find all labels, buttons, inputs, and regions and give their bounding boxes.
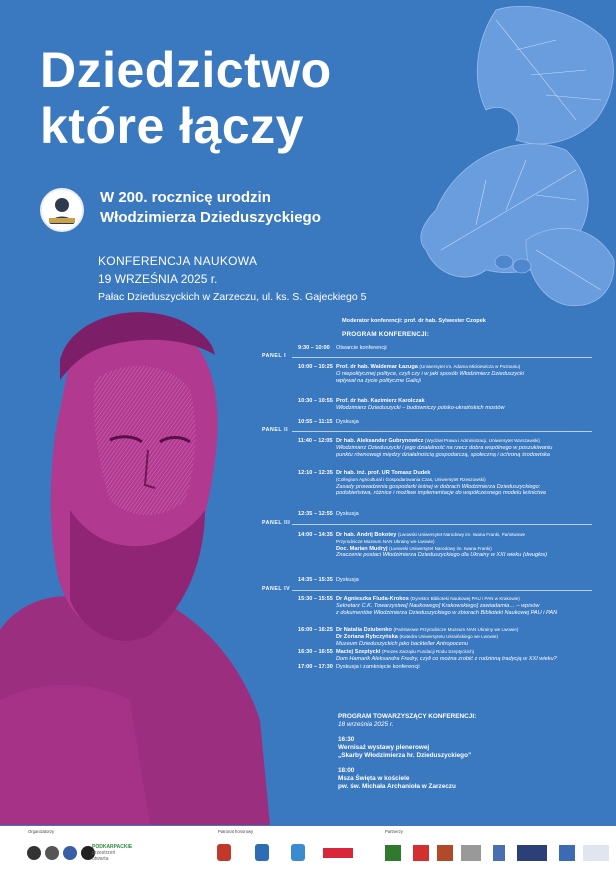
event-1-time: 16:30: [338, 736, 355, 743]
slot-line-text: Dr Agnieszka Fluda-Krokos: [336, 596, 409, 602]
slot-time: 16:00 – 16:25: [298, 627, 333, 633]
slot-line-text: podobieństwa, różnice i możliwe implementacje do współczesnego modelu leśnictwa: [336, 490, 546, 497]
slot-line-text: Muzeum Dzieduszyckich jako backteller Antropocenu: [336, 640, 468, 647]
anniversary-logo: [40, 188, 84, 232]
slot-body: [336, 364, 606, 384]
panel-label-1: PANEL I: [262, 353, 287, 359]
podkarpackie-logo: [92, 844, 132, 866]
slot-line: [336, 371, 606, 378]
slot-body: [336, 596, 606, 616]
slot-line-text: Dyskusja i zamknięcie konferencji: [336, 664, 420, 670]
slot-line-affiliation: (Państwowe Przyrodnicze Muzeum NAN Ukrainy we Lwowie): [393, 627, 519, 632]
slot-line: [336, 490, 606, 497]
slot-line: [336, 511, 606, 518]
moderator: Moderator konferencji: prof. dr hab. Sylwester Czopek: [342, 318, 486, 324]
slot-line-text: Włodzimierz Dzieduszycki i jego działalność na rzecz dobra wspólnego w poszukiwaniu: [336, 444, 553, 451]
podkarpackie-sub: przestrzeń otwarta: [92, 850, 116, 862]
slot-body: [336, 532, 606, 559]
slot-line-affiliation: (Dyrektor Biblioteki Naukowej PAU i PAN w Krakowie): [410, 596, 520, 601]
slot-line: [336, 405, 606, 412]
partners-label: Partnerzy: [385, 829, 403, 834]
slot-line-text: Dom Hamarik Aleksandra Fredry, czyli co można zrobić z rodzinną tradycją w XXI wieku?: [336, 655, 557, 662]
slot-line: [336, 452, 606, 459]
slot-line-text: Maciej Szeptycki: [336, 649, 381, 655]
slot-line: [336, 627, 606, 634]
panel-separator: [292, 431, 592, 432]
conference-type: KONFERENCJA NAUKOWA: [98, 254, 258, 268]
conference-venue: Pałac Dzieduszyckich w Zarzeczu, ul. ks. S. Gajeckiego 5: [98, 291, 367, 303]
accompanying-heading: PROGRAM TOWARZYSZĄCY KONFERENCJI:: [338, 713, 477, 720]
slot-line-text: Doc. Marian Mudryj: [336, 545, 388, 552]
slot-body: [336, 511, 606, 518]
title-line-2: które łączy: [40, 98, 304, 154]
slot-line-text: Dr hab. inż. prof. UR Tomasz Dudek: [336, 470, 431, 476]
slot-line: [336, 532, 606, 539]
slot-line: [336, 364, 606, 371]
slot-line: [336, 546, 606, 553]
slot-line-text: Otwarcie konferencji: [336, 345, 387, 351]
slot-line-text: Dr hab. Andrij Bokotey: [336, 532, 397, 538]
slot-time: 12:10 – 12:35: [298, 470, 333, 476]
slot-body: [336, 649, 606, 663]
panel-label-4: PANEL IV: [262, 586, 291, 592]
slot-line: [336, 539, 606, 546]
event-2-line-2: pw. św. Michała Archanioła w Zarzeczu: [338, 783, 456, 790]
anniversary-line-1: W 200. rocznicę urodzin: [100, 189, 271, 206]
slot-line: [336, 552, 606, 559]
slot-line-affiliation: (Prezes Zarządu Fundacji Rodu Szeptyckich): [382, 649, 475, 654]
slot-line-text: Sekretarz C.K. Towarzystwa] Naukowego] Krakowskiego] zawiadamia… – wpisów: [336, 602, 540, 609]
panel-separator: [292, 590, 592, 591]
program-heading: PROGRAM KONFERENCJI:: [342, 331, 430, 338]
oak-leaves-illustration: [376, 0, 616, 320]
event-1-line-1: Wernisaż wystawy plenerowej: [338, 744, 430, 751]
slot-line: [336, 477, 606, 484]
slot-body: [336, 438, 606, 458]
patronage-label: Patronat honorowy: [218, 829, 254, 834]
slot-line: [336, 649, 606, 656]
slot-line: [336, 445, 606, 452]
panel-separator: [292, 524, 592, 525]
slot-time: 14:00 – 14:35: [298, 532, 333, 538]
slot-body: [336, 345, 606, 352]
slot-time: 16:30 – 16:55: [298, 649, 333, 655]
slot-line-affiliation: (Lwowski Uniwersytet Narodowy im. Iwana Franki, Państwowe: [397, 532, 526, 537]
slot-time: 12:35 – 12:55: [298, 511, 333, 517]
slot-line: [336, 378, 606, 385]
slot-body: [336, 470, 606, 497]
slot-line-affiliation: (Wydział Prawa i Administracji, Uniwersytet Warszawski): [425, 438, 540, 443]
slot-line-affiliation: (Uniwersytet im. Adama Mickiewicza w Poznaniu): [419, 364, 521, 369]
slot-line-text: punktu równowagi między działalnością gospodarczą, społeczną i ochroną środowiska: [336, 451, 550, 458]
slot-line: [336, 345, 606, 352]
event-2-time: 18:00: [338, 767, 355, 774]
event-1-line-2: „Skarby Włodzimierza hr. Dzieduszyckiego”: [338, 752, 472, 759]
podkarpackie-text: PODKARPACKIE: [92, 844, 133, 850]
slot-time: 15:30 – 15:55: [298, 596, 333, 602]
slot-line-text: Dyskusja: [336, 577, 359, 583]
partner-logos: [383, 842, 613, 864]
slot-line: [336, 398, 606, 405]
patronage-logos: [215, 842, 375, 864]
slot-line: [336, 438, 606, 445]
panel-label-2: PANEL II: [262, 427, 289, 433]
slot-line-text: Zasady prowadzenia gospodarki leśnej w dobrach Włodzimierza Dzieduszyckiego:: [336, 483, 541, 490]
slot-line-affiliation: (Lwowski Uniwersytet Narodowy im. Iwana Franki): [389, 545, 492, 551]
slot-line-text: (Collegium Agricultural i Gospodarowania Czas, Uniwersytet Rzeszowski): [336, 476, 486, 482]
event-2-line-1: Msza Święta w kościele: [338, 775, 410, 782]
slot-line: [336, 634, 606, 641]
slot-line-text: Znaczenie postaci Włodzimierza Dzieduszyckiego dla Ukrainy w XXI wieku (dwugłos): [336, 552, 548, 559]
slot-line: [336, 641, 606, 648]
slot-line-text: z dokumentów Włodzimierza Dzieduszyckiego w zbiorach Biblioteki Naukowej PAU i PAN: [336, 609, 558, 616]
slot-line-text: Przyrodnicze Muzeum NAN Ukrainy we Lwowie): [336, 538, 435, 544]
slot-line-text: Włodzimierz Dzieduszycki – budowniczy polsko-ukraińskich mostów: [336, 404, 505, 411]
slot-line-text: Dyskusja: [336, 511, 359, 517]
slot-line-text: Dr hab. Aleksander Gubrynowicz: [336, 438, 424, 444]
conference-date: 19 WRZEŚNIA 2025 r.: [98, 272, 218, 286]
slot-line: [336, 596, 606, 603]
anniversary-heading: [100, 188, 321, 228]
slot-line-text: Dr Zoriana Rybczyńska: [336, 633, 398, 640]
organizers-label: Organizatorzy: [28, 829, 55, 834]
slot-line: [336, 656, 606, 663]
slot-time: 11:40 – 12:05: [298, 438, 333, 444]
slot-line-text: Prof. dr hab. Waldemar Łazuga: [336, 364, 418, 370]
slot-body: [336, 419, 606, 426]
slot-time: 17:00 – 17:30: [298, 664, 333, 670]
accompanying-program: [338, 713, 476, 791]
anniversary-line-2: Włodzimierza Dzieduszyckiego: [100, 209, 321, 226]
accompanying-date: 18 września 2025 r.: [338, 721, 394, 728]
slot-time: 9:30 – 10:00: [298, 345, 330, 351]
slot-line-text: O niepolitycznej polityce, czyli czy i w jaki sposób Włodzimierz Dzieduszycki: [336, 370, 525, 377]
slot-body: [336, 627, 606, 647]
slot-line-text: Dr Natalia Dziubenko: [336, 627, 392, 633]
slot-line-text: Prof. dr hab. Kazimierz Karolczak: [336, 398, 425, 404]
slot-line: [336, 577, 606, 584]
slot-line-affiliation: (Katedra Uniwersytetu Ukraińskiego we Lwowie): [399, 633, 498, 639]
slot-line: [336, 484, 606, 491]
slot-body: [336, 577, 606, 584]
slot-line-text: Dyskusja: [336, 419, 359, 425]
slot-line: [336, 664, 606, 671]
panel-label-3: PANEL III: [262, 520, 291, 526]
portrait-engraving: [0, 300, 270, 825]
slot-line: [336, 603, 606, 610]
slot-line: [336, 419, 606, 426]
slot-body: [336, 398, 606, 412]
slot-body: [336, 664, 606, 671]
conference-info: [98, 252, 366, 306]
title-line-1: Dziedzictwo: [40, 42, 332, 98]
slot-time: 14:35 – 15:35: [298, 577, 333, 583]
slot-line-text: wpływał na życie polityczne Galicji: [336, 377, 421, 384]
slot-time: 10:55 – 11:15: [298, 419, 333, 425]
slot-time: 10:00 – 10:25: [298, 364, 333, 370]
slot-line: [336, 470, 606, 477]
sponsors-footer: [0, 826, 616, 879]
panel-separator: [292, 357, 592, 358]
slot-line: [336, 610, 606, 617]
slot-time: 10:30 – 10:55: [298, 398, 333, 404]
poster-title: [40, 42, 332, 154]
